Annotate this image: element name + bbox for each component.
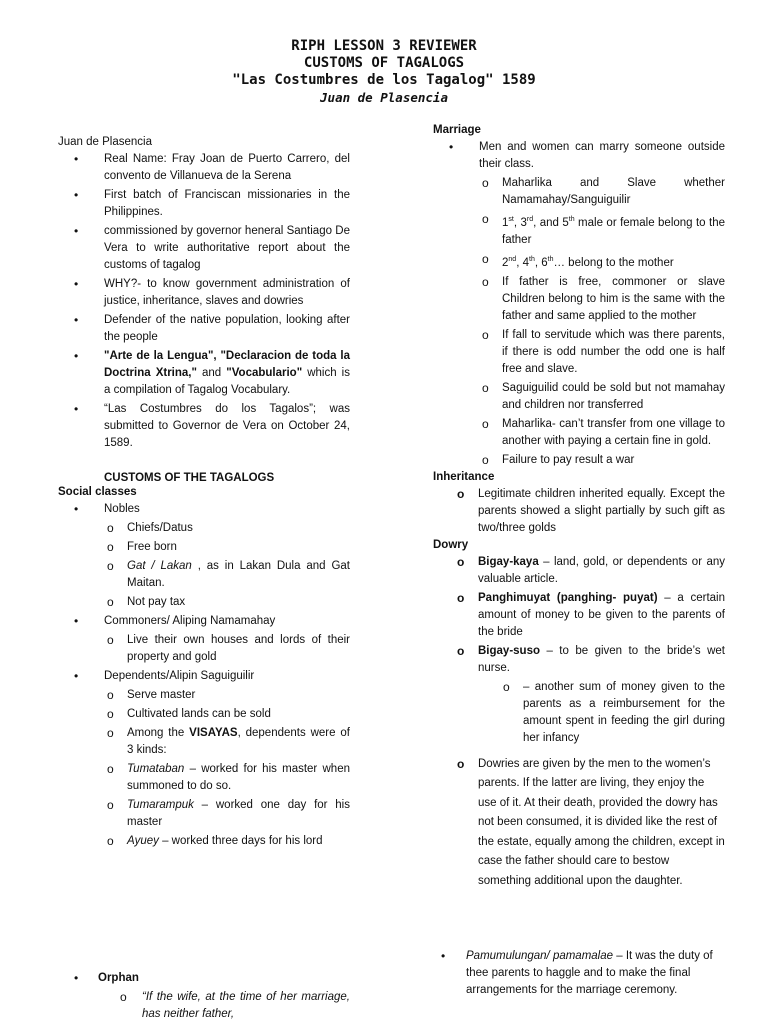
inheritance-list: [433, 486, 725, 537]
list-item: o Free born: [107, 540, 177, 554]
list-item: o Maharlika- can’t transfer from one village to another with paying a certain fine in gold.: [482, 416, 725, 447]
list-item: o If fall to servitude which was there parents, if there is odd number the odd one is half free and slave.: [482, 327, 725, 375]
list-item: o 2nd, 4th, 6th… belong to the mother: [482, 251, 674, 269]
doc-author: Juan de Plasencia: [320, 90, 448, 105]
marriage-title: Marriage: [433, 124, 481, 136]
dowry-list: [433, 554, 725, 892]
social-classes-list: [58, 501, 350, 850]
dowry-title: Dowry: [433, 538, 469, 551]
list-item: o 1st, 3rd, and 5th male or female belong to the father: [482, 212, 726, 246]
doc-title: RIPH LESSON 3 REVIEWER: [291, 38, 477, 54]
left-column: [58, 134, 350, 852]
list-item: o Ayuey – worked three days for his lord: [107, 834, 323, 848]
list-item: o Maharlika and Slave whether Namamahay/Sanguiguilir: [482, 176, 725, 206]
list-item: • commissioned by governor heneral Santiago De Vera to write authoritative report about the customs of tagalog: [74, 224, 350, 271]
list-item: • First batch of Franciscan missionaries in the Philippines.: [74, 188, 350, 218]
list-item: • Men and women can marry someone outside their class.: [449, 140, 725, 170]
customs-title: CUSTOMS OF THE TAGALOGS: [104, 472, 275, 484]
list-item: • “Las Costumbres do los Tagalos”; was submitted to Governor de Vera on October 24, 1589.: [74, 402, 350, 449]
list-item: o Cultivated lands can be sold: [107, 707, 271, 721]
marriage-list: [433, 139, 725, 469]
list-item: o Saguiguilid could be sold but not mamahay and children nor transferred: [482, 380, 725, 411]
list-item: • "Arte de la Lengua", "Declaracion de toda la Doctrina Xtrina," and "Vocabulario" which is a compilation of Tagalog Vocabulary.: [74, 349, 350, 396]
list-item: o Dowries are given by the men to the women’s parents. If the latter are living, they enjoy the use of it. At their death, provided the dowry has not been consumed, it is divided like the rest of the estate, equally among the children, except in case the father should care to bestow something additional upon the daughter.: [457, 756, 725, 887]
list-item: o Not pay tax: [107, 595, 186, 609]
list-item: o Tumarampuk – worked one day for his master: [107, 798, 350, 828]
list-item: o Chiefs/Datus: [107, 521, 193, 535]
list-item: o Gat / Lakan , as in Lakan Dula and Gat Maitan.: [107, 559, 350, 589]
list-item: o – another sum of money given to the parents as a reimbursement for the amount spent in feeding the girl during her infancy: [503, 679, 725, 744]
list-item-orphan: • Orphan: [74, 971, 139, 985]
list-item: • Real Name: Fray Joan de Puerto Carrero, del convento de Villanueva de la Serena: [74, 152, 350, 182]
pamumulungan-section: [433, 948, 725, 1001]
social-classes-title: Social classes: [58, 486, 137, 498]
plasencia-list: [58, 151, 350, 452]
list-item: • Pamumulungan/ pamamalae – It was the duty of thee parents to haggle and to make the final arrangements for the marriage ceremony.: [441, 949, 713, 996]
list-item: o If father is free, commoner or slave Children belong to him is the same with the father and same applied to the mother: [482, 274, 725, 322]
list-item: o Tumataban – worked for his master when summoned to do so.: [107, 762, 350, 792]
doc-source-title: "Las Costumbres de los Tagalog" 1589: [232, 72, 536, 88]
list-item: • Defender of the native population, looking after the people: [74, 313, 350, 343]
list-item: o Bigay-suso – to be given to the bride’s wet nurse.: [457, 643, 725, 674]
list-item: • WHY?- to know government administration of justice, inheritance, slaves and dowries: [74, 277, 350, 307]
list-item-commoners: • Commoners/ Aliping Namamahay: [74, 614, 276, 628]
right-column: [433, 122, 725, 893]
list-item: o Bigay-kaya – land, gold, or dependents or any valuable article.: [457, 554, 725, 585]
list-item: o Live their own houses and lords of their property and gold: [107, 633, 350, 663]
list-item-nobles: • Nobles: [74, 502, 140, 516]
list-item: o Serve master: [107, 688, 196, 702]
list-item: o Legitimate children inherited equally. Except the parents showed a slight partially by such gift as two/three golds: [457, 486, 725, 534]
inheritance-title: Inheritance: [433, 470, 495, 483]
list-item: o Panghimuyat (panghing- puyat) – a certain amount of money to be given to the parents of the bride: [457, 590, 725, 638]
section-plasencia-title: Juan de Plasencia: [58, 136, 152, 148]
list-item: o Among the VISAYAS, dependents were of 3 kinds:: [107, 726, 350, 756]
orphan-section: [58, 970, 350, 1025]
doc-subtitle: CUSTOMS OF TAGALOGS: [303, 55, 465, 71]
list-item-dependents: • Dependents/Alipin Saguiguilir: [74, 669, 255, 683]
list-item: o Failure to pay result a war: [482, 452, 635, 467]
list-item: o “If the wife, at the time of her marriage, has neither father,: [120, 990, 350, 1020]
